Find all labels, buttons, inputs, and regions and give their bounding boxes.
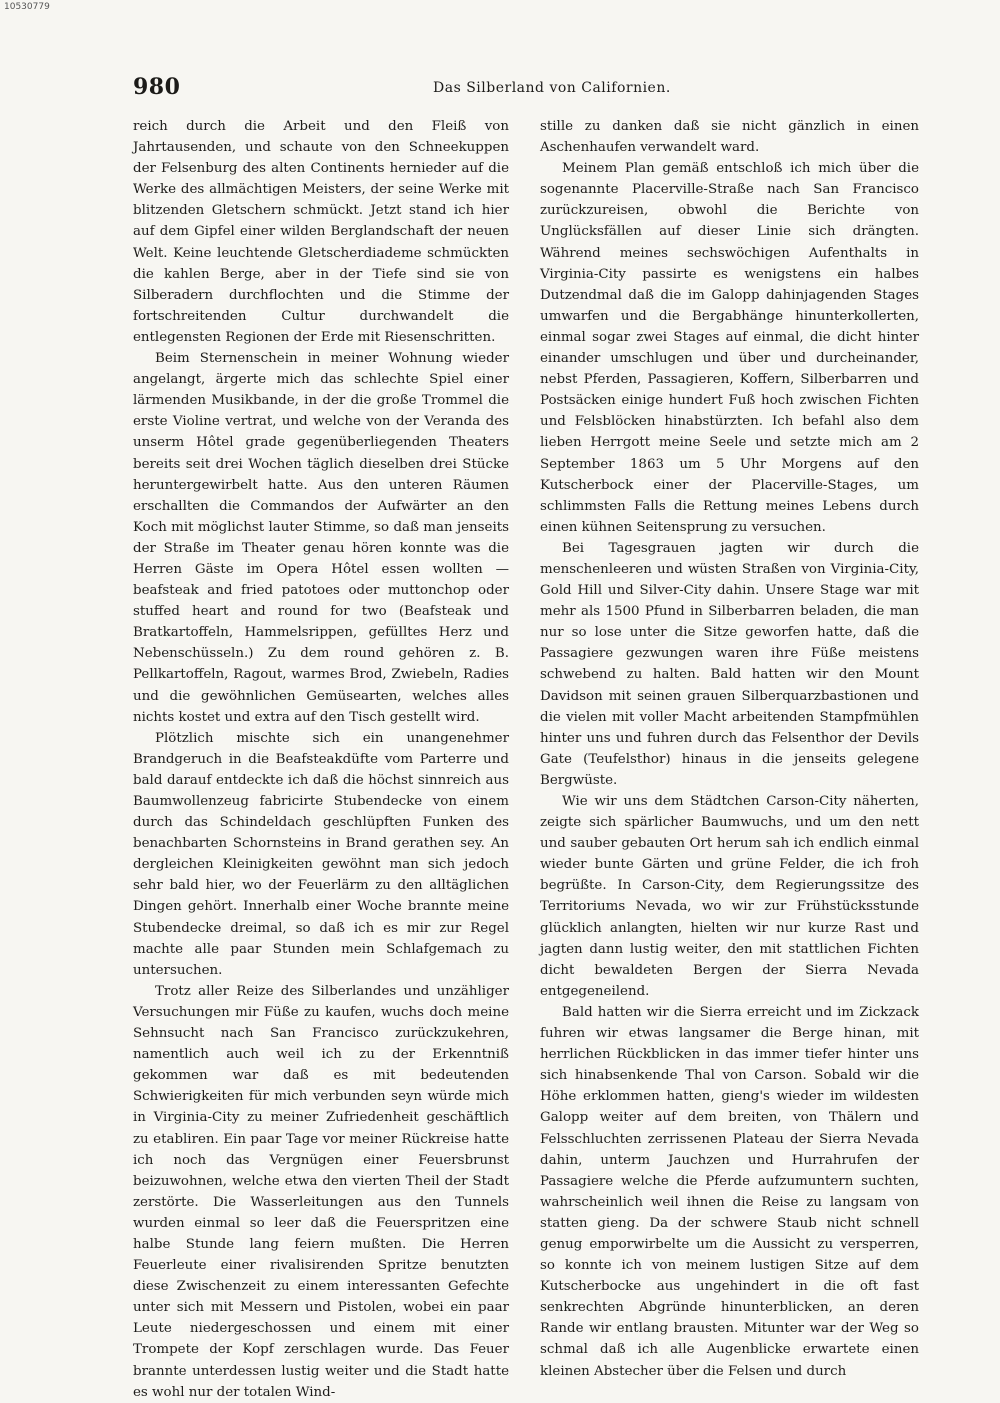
paragraph: Bald hatten wir die Sierra erreicht und im Zickzack fuhren wir etwas langsamer die Berge hinan, mit herrlichen Rückblicken in das immer tiefer hinter uns sich hinabsenkende Thal von Carson. Sobald wir die Höhe erklommen hatten, gieng's wieder im wildesten Galopp weiter auf dem breiten, von Thälern und Felsschluchten zerrissenen Plateau der Sierra Nevada dahin, unterm Jauchzen und Hurrahrufen der Passagiere welche die Pferde aufzumuntern suchten, wahrscheinlich weil ihnen die Reise zu langsam von statten gieng. Da der schwere Staub nicht schnell genug emporwirbelte um die Aussicht zu versperren, so konnte ich von meinem lustigen Sitze auf dem Kutscherbocke aus ungehindert in die oft fast senkrechten Abgründe hinunterblicken, an deren Rande wir entlang brausten. Mitunter war der Weg so schmal daß ich alle Augenblicke erwartete einen kleinen Abstecher über die Felsen und durch <box>540 1004 919 1379</box>
paragraph: Trotz aller Reize des Silberlandes und unzähliger Versuchungen mir Füße zu kaufen, wuchs doch meine Sehnsucht nach San Francisco zurückzukehren, namentlich auch weil ich zu der Erkenntniß gekommen war daß es mit bedeutenden Schwierigkeiten für mich verbunden seyn würde mich in Virginia-City zu meiner Zufriedenheit geschäftlich zu etabliren. Ein paar Tage vor meiner Rückreise hatte ich noch das Vergnügen einer Feuersbrunst beizuwohnen, welche etwa den vierten Theil der Stadt zerstörte. Die Wasserleitungen aus den Tunnels wurden einmal so leer daß die Feuerspritzen eine halbe Stunde lang feiern mußten. Die Herren Feuerleute einer rivalisirenden Spritze benutzten diese Zwischenzeit zu einem interessanten Gefechte unter sich mit Messern und Pistolen, wobei ein paar Leute niedergeschossen und einem mit einer Trompete der Kopf zerschlagen wurde. Das Feuer brannte unterdessen lustig weiter und die Stadt hatte es wohl nur der totalen Wind- <box>133 983 509 1400</box>
paragraph: stille zu danken daß sie nicht gänzlich in einen Aschenhaufen verwandelt ward. <box>540 119 919 156</box>
paragraph: Bei Tagesgrauen jagten wir durch die menschenleeren und wüsten Straßen von Virginia-City, Gold Hill und Silver-City dahin. Unsere Stage war mit mehr als 1500 Pfund in Silberbarren beladen, die man nur so lose unter die Sitze geworfen hatte, daß die Passagiere gezwungen waren ihre Füße meistens schwebend zu halten. Bald hatten wir den Mount Davidson mit seinen grauen Silberquarzbastionen und die vielen mit voller Macht arbeitenden Stampfmühlen hinter uns und fuhren durch das Felsenthor der Devils Gate (Teufelsthor) hinaus in die jenseits gelegene Bergwüste. <box>540 540 919 788</box>
paragraph: reich durch die Arbeit und den Fleiß von Jahrtausenden, und schaute von den Schneekuppen der Felsenburg des alten Continents hernieder auf die Werke des allmächtigen Meisters, der seine Werke mit blitzenden Gletschern schmückt. Jetzt stand ich hier auf dem Gipfel einer wilden Berglandschaft der neuen Welt. Keine leuchtende Gletscherdiademe schmückten die kahlen Berge, aber in der Tiefe sind sie von Silberadern durchflochten und die Stimme der fortschreitenden Cultur durchwandelt die entlegensten Regionen der Erde mit Riesenschritten. <box>133 119 509 345</box>
right-column <box>540 116 919 1379</box>
paragraph: Meinem Plan gemäß entschloß ich mich über die sogenannte Placerville-Straße nach San Francisco zurückzureisen, obwohl die Berichte von Unglücksfällen auf dieser Linie sich drängten. Während meines sechswöchigen Aufenthalts in Virginia-City passirte es wenigstens ein halbes Dutzendmal daß die im Galopp dahinjagenden Stages umwarfen und die Bergabhänge hinunterkollerten, einmal sogar zwei Stages auf einmal, die dicht hinter einander umschlugen und über und durcheinander, nebst Pferden, Passagieren, Koffern, Silberbarren und Postsäcken einige hundert Fuß hoch zwischen Fichten und Felsblöcken hinabstürzten. Ich befahl also dem lieben Herrgott meine Seele und setzte mich am 2 September 1863 um 5 Uhr Morgens auf den Kutscherbock einer der Placerville-Stages, um schlimmsten Falls die Rettung meines Lebens durch einen kühnen Seitensprung zu versuchen. <box>540 161 919 535</box>
page-number: 980 <box>133 74 181 100</box>
running-title: Das Silberland von Californien. <box>433 80 671 96</box>
left-column <box>133 116 509 1400</box>
paragraph: Wie wir uns dem Städtchen Carson-City näherten, zeigte sich spärlicher Baumwuchs, und um den nett und sauber gebauten Ort herum sah ich endlich einmal wieder bunte Gärten und grüne Felder, die ich froh begrüßte. In Carson-City, dem Regierungssitze des Territoriums Nevada, wo wir zur Frühstücksstunde glücklich anlangten, hielten wir nur kurze Rast und jagten dann lustig weiter, den mit stattlichen Fichten dicht bewaldeten Bergen der Sierra Nevada entgegeneilend. <box>540 794 919 999</box>
paragraph: Beim Sternenschein in meiner Wohnung wieder angelangt, ärgerte mich das schlechte Spiel einer lärmenden Musikbande, in der die große Trommel die erste Violine vertrat, und welche von der Veranda des unserm Hôtel grade gegenüberliegenden Theaters bereits seit drei Wochen täglich dieselben drei Stücke heruntergewirbelt hatte. Aus den unteren Räumen erschallten die Commandos der Aufwärter an den Koch mit möglichst lauter Stimme, so daß man jenseits der Straße im Theater genau hören konnte was die Herren Gäste im Opera Hôtel essen wollten — beafsteak and fried patotoes oder muttonchop oder stuffed heart and round for two (Beafsteak und Bratkartoffeln, Hammelsrippen, gefülltes Herz und Nebenschüsseln.) Zu dem round gehören z. B. Pellkartoffeln, Ragout, warmes Brod, Zwiebeln, Radies und die gewöhnlichen Gemüsearten, welches alles nichts kostet und extra auf den Tisch gestellt wird. <box>133 351 509 725</box>
paragraph: Plötzlich mischte sich ein unangenehmer Brandgeruch in die Beafsteakdüfte vom Parterre und bald darauf entdeckte ich daß die höchst sinnreich aus Baumwollenzeug fabricirte Stubendecke von einem durch das Schindeldach geschlüpften Funken des benachbarten Schornsteins in Brand gerathen sey. An dergleichen Kleinigkeiten gewöhnt man sich jedoch sehr bald hier, wo der Feuerlärm zu den alltäglichen Dingen gehört. Innerhalb einer Woche brannte meine Stubendecke dreimal, so daß ich es mir zur Regel machte alle paar Stunden mein Schlafgemach zu untersuchen. <box>133 730 509 978</box>
page-header <box>133 70 919 104</box>
scan-id-label: 10530779 <box>4 2 50 12</box>
